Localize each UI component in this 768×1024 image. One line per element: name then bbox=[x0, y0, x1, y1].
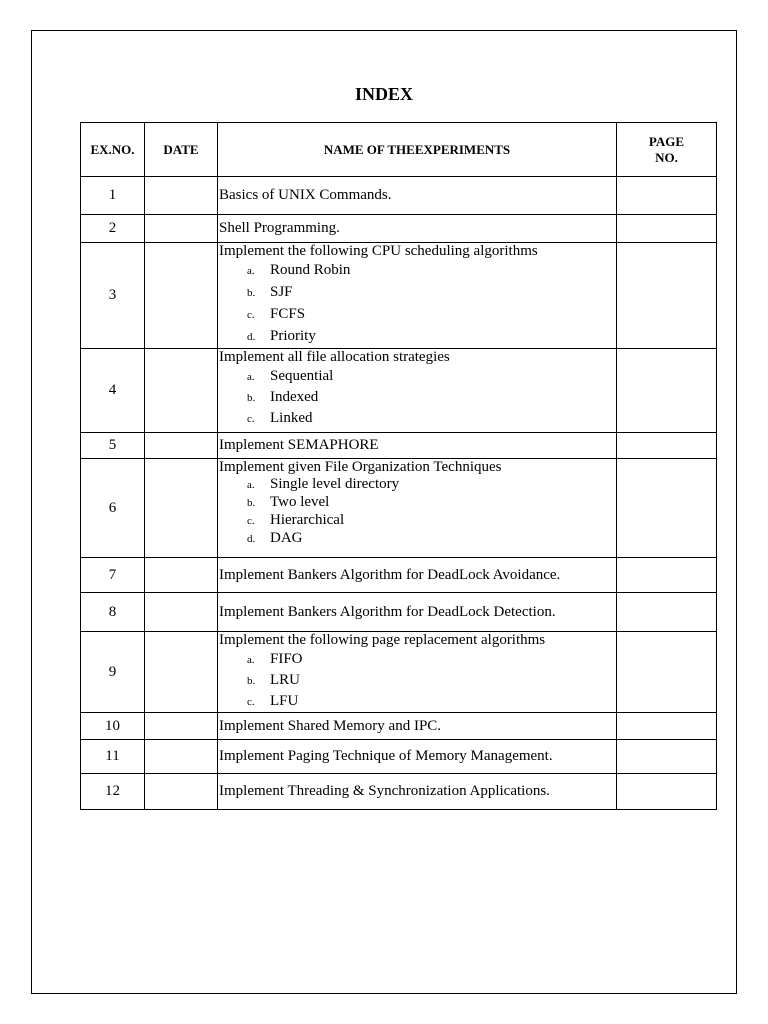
sub-item-list bbox=[219, 366, 616, 429]
exno-cell: 8 bbox=[81, 593, 145, 632]
sub-item bbox=[219, 691, 616, 712]
sub-item-letter: c . bbox=[247, 409, 270, 429]
page-no-cell bbox=[617, 349, 717, 433]
sub-item-text: Sequential bbox=[270, 368, 334, 384]
exno-cell: 4 bbox=[81, 349, 145, 433]
experiment-name-cell bbox=[218, 433, 617, 459]
table-row bbox=[81, 433, 717, 459]
date-cell bbox=[145, 632, 218, 713]
page-no-cell bbox=[617, 713, 717, 740]
table-row bbox=[81, 558, 717, 593]
sub-item-text: FCFS bbox=[270, 306, 306, 322]
experiment-title: Implement Threading & Synchronization Applications. bbox=[219, 783, 550, 799]
sub-item-text: Linked bbox=[270, 410, 313, 426]
sub-item-text: Indexed bbox=[270, 389, 319, 405]
exno-cell: 3 bbox=[81, 243, 145, 349]
experiment-title: Basics of UNIX Commands. bbox=[219, 187, 392, 203]
sub-item bbox=[219, 476, 616, 494]
sub-item bbox=[219, 304, 616, 326]
sub-item bbox=[219, 260, 616, 282]
sub-item-text: LRU bbox=[270, 672, 300, 688]
exno-cell: 5 bbox=[81, 433, 145, 459]
sub-item-letter: d . bbox=[247, 531, 270, 548]
sub-item-text: Priority bbox=[270, 328, 316, 344]
table-row bbox=[81, 243, 717, 349]
sub-item-text: FIFO bbox=[270, 651, 303, 667]
experiment-title: Shell Programming. bbox=[219, 220, 340, 236]
sub-item-text: SJF bbox=[270, 284, 293, 300]
sub-item-list bbox=[219, 476, 616, 548]
page-no-cell bbox=[617, 243, 717, 349]
header-name: NAME OF THEEXPERIMENTS bbox=[218, 123, 617, 177]
date-cell bbox=[145, 713, 218, 740]
sub-item-text: LFU bbox=[270, 693, 299, 709]
page-no-cell bbox=[617, 459, 717, 558]
experiment-title: Implement the following CPU scheduling algorithms bbox=[219, 243, 538, 259]
experiment-title: Implement Paging Technique of Memory Management. bbox=[219, 748, 553, 764]
sub-item-letter: a . bbox=[247, 650, 270, 670]
page-no-cell bbox=[617, 632, 717, 713]
sub-item bbox=[219, 494, 616, 512]
sub-item-text: Two level bbox=[270, 494, 330, 510]
table-row bbox=[81, 774, 717, 810]
exno-cell: 2 bbox=[81, 215, 145, 243]
page-no-cell bbox=[617, 774, 717, 810]
exno-cell: 9 bbox=[81, 632, 145, 713]
experiment-title: Implement SEMAPHORE bbox=[219, 437, 379, 453]
page-title: INDEX bbox=[354, 84, 413, 104]
sub-item-letter: b . bbox=[247, 283, 270, 304]
experiment-name-cell bbox=[218, 558, 617, 593]
index-table bbox=[80, 122, 717, 810]
page-no-cell bbox=[617, 593, 717, 632]
sub-item-letter: b . bbox=[247, 495, 270, 512]
experiment-title: Implement the following page replacement algorithms bbox=[219, 632, 546, 648]
experiment-name-cell bbox=[218, 243, 617, 349]
sub-item bbox=[219, 408, 616, 429]
sub-item-letter: a . bbox=[247, 367, 270, 387]
experiment-name-cell bbox=[218, 215, 617, 243]
header-page-no bbox=[617, 123, 717, 177]
sub-item bbox=[219, 282, 616, 304]
experiment-title: Implement Shared Memory and IPC. bbox=[219, 717, 442, 734]
sub-item bbox=[219, 530, 616, 548]
sub-item-text: Single level directory bbox=[270, 476, 400, 492]
experiment-title: Implement Bankers Algorithm for DeadLock Avoidance. bbox=[219, 566, 561, 583]
page-no-cell bbox=[617, 433, 717, 459]
date-cell bbox=[145, 433, 218, 459]
sub-item bbox=[219, 387, 616, 408]
date-cell bbox=[145, 177, 218, 215]
experiment-name-cell bbox=[218, 740, 617, 774]
sub-item-letter: a . bbox=[247, 477, 270, 494]
table-row bbox=[81, 593, 717, 632]
exno-cell: 11 bbox=[81, 740, 145, 774]
date-cell bbox=[145, 593, 218, 632]
sub-item-letter: a . bbox=[247, 261, 270, 282]
exno-cell: 12 bbox=[81, 774, 145, 810]
sub-item-letter: b . bbox=[247, 388, 270, 408]
sub-item bbox=[219, 512, 616, 530]
table-row bbox=[81, 459, 717, 558]
table-row bbox=[81, 740, 717, 774]
experiment-name-cell bbox=[218, 459, 617, 558]
header-exno: EX.NO. bbox=[81, 123, 145, 177]
sub-item-letter: c . bbox=[247, 513, 270, 530]
header-date: DATE bbox=[145, 123, 218, 177]
sub-item-letter: c . bbox=[247, 692, 270, 712]
sub-item bbox=[219, 649, 616, 670]
table-row bbox=[81, 632, 717, 713]
table-row bbox=[81, 713, 717, 740]
page-no-cell bbox=[617, 740, 717, 774]
experiment-name-cell bbox=[218, 593, 617, 632]
experiment-title: Implement given File Organization Techniques bbox=[219, 459, 502, 475]
header-page-line1: PAGE bbox=[648, 133, 685, 149]
sub-item-text: DAG bbox=[270, 530, 303, 546]
page-no-cell bbox=[617, 215, 717, 243]
date-cell bbox=[145, 740, 218, 774]
sub-item bbox=[219, 326, 616, 348]
experiment-name-cell bbox=[218, 177, 617, 215]
sub-item-list bbox=[219, 649, 616, 712]
table-row bbox=[81, 177, 717, 215]
date-cell bbox=[145, 215, 218, 243]
experiment-name-cell bbox=[218, 349, 617, 433]
sub-item-letter: d . bbox=[247, 327, 270, 348]
sub-item bbox=[219, 670, 616, 691]
sub-item bbox=[219, 366, 616, 387]
experiment-title: Implement Bankers Algorithm for DeadLock Detection. bbox=[219, 603, 556, 620]
sub-item-list bbox=[219, 260, 616, 348]
sub-item-text: Round Robin bbox=[270, 262, 351, 278]
sub-item-letter: c . bbox=[247, 305, 270, 326]
date-cell bbox=[145, 243, 218, 349]
date-cell bbox=[145, 558, 218, 593]
date-cell bbox=[145, 774, 218, 810]
exno-cell: 7 bbox=[81, 558, 145, 593]
sub-item-letter: b . bbox=[247, 671, 270, 691]
header-row bbox=[81, 123, 717, 177]
header-page-line2: NO. bbox=[655, 149, 678, 165]
table-row bbox=[81, 215, 717, 243]
experiment-name-cell bbox=[218, 774, 617, 810]
experiment-name-cell bbox=[218, 713, 617, 740]
experiment-name-cell bbox=[218, 632, 617, 713]
table-row bbox=[81, 349, 717, 433]
page-no-cell bbox=[617, 558, 717, 593]
exno-cell: 1 bbox=[81, 177, 145, 215]
page-no-cell bbox=[617, 177, 717, 215]
sub-item-text: Hierarchical bbox=[270, 512, 345, 528]
date-cell bbox=[145, 459, 218, 558]
exno-cell: 10 bbox=[81, 713, 145, 740]
exno-cell: 6 bbox=[81, 459, 145, 558]
experiment-title: Implement all file allocation strategies bbox=[219, 349, 450, 365]
date-cell bbox=[145, 349, 218, 433]
